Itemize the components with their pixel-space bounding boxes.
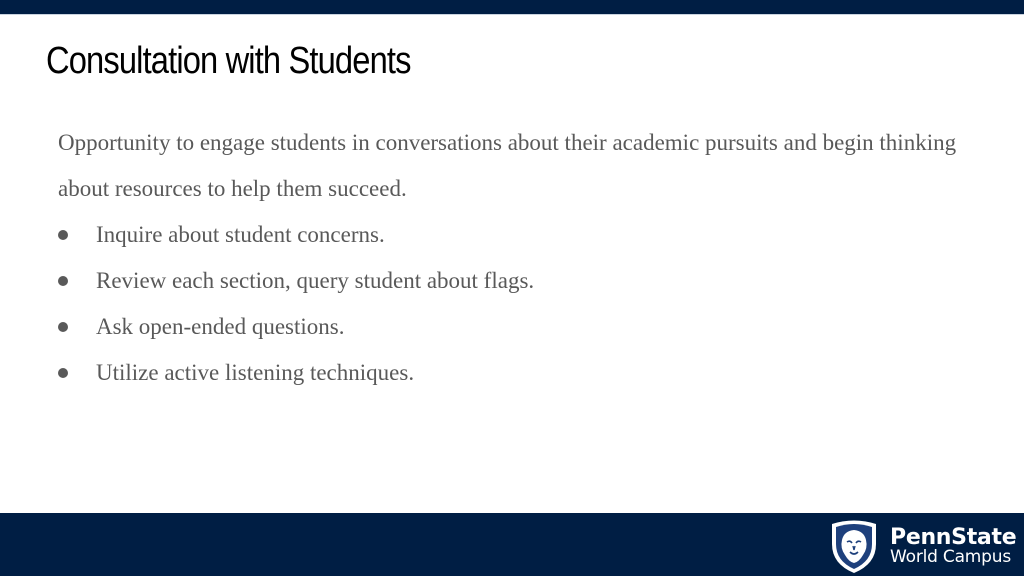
intro-paragraph: Opportunity to engage students in conversations about their academic pursuits and begin thinking about resources to help them succeed. xyxy=(58,130,957,201)
logo-wordmark xyxy=(890,526,1016,567)
bullet-item xyxy=(58,258,978,304)
bullet-text: Utilize active listening techniques. xyxy=(96,360,415,385)
top-accent-bar xyxy=(0,0,1024,14)
bullet-dot-icon xyxy=(58,230,68,240)
top-divider xyxy=(0,14,1024,15)
bullet-item xyxy=(58,350,978,396)
logo-line-pennstate: PennState xyxy=(890,524,1017,550)
bullet-dot-icon xyxy=(58,368,68,378)
slide-body xyxy=(58,120,978,396)
slide-title: Consultation with Students xyxy=(46,40,411,82)
bullet-item xyxy=(58,304,978,350)
nittany-lion-shield-icon xyxy=(828,518,880,574)
bullet-dot-icon xyxy=(58,322,68,332)
bullet-text: Inquire about student concerns. xyxy=(96,222,385,247)
bullet-dot-icon xyxy=(58,276,68,286)
bullet-list xyxy=(58,212,978,396)
pennstate-world-campus-logo xyxy=(828,518,1016,574)
bullet-text: Review each section, query student about flags. xyxy=(96,268,535,293)
bullet-text: Ask open-ended questions. xyxy=(96,314,345,339)
bullet-item xyxy=(58,212,978,258)
logo-line-world-campus: World Campus xyxy=(890,546,1011,567)
